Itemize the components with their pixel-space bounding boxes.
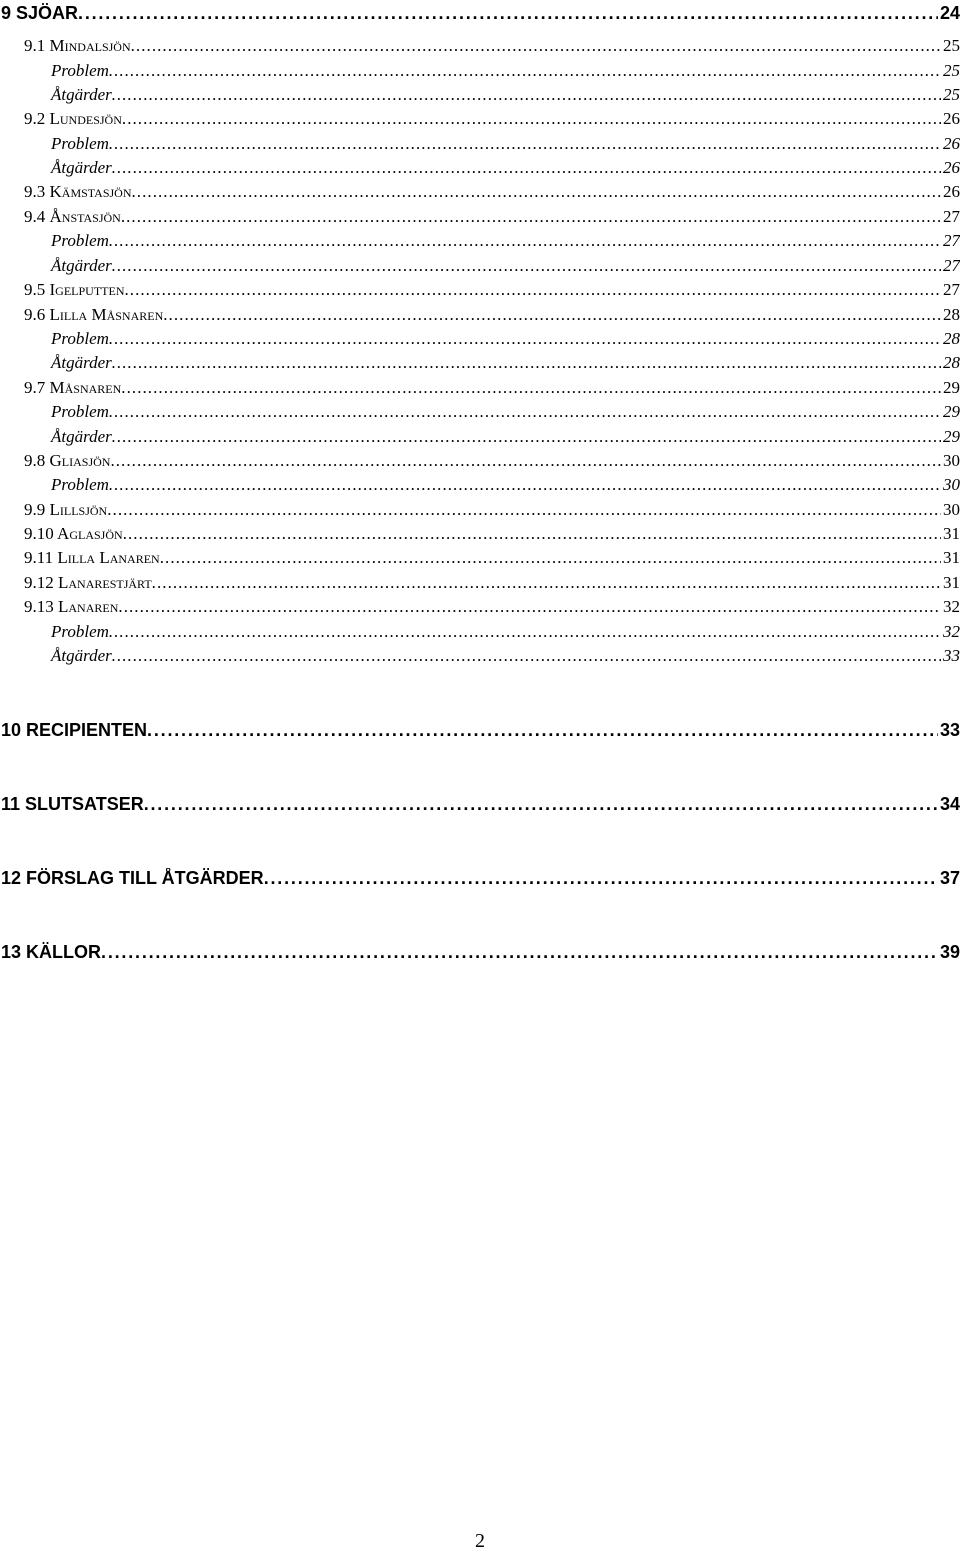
toc-page: 26 xyxy=(943,109,960,128)
toc-leader xyxy=(124,280,941,300)
toc-leader xyxy=(109,329,941,349)
toc-entry[interactable] xyxy=(0,500,960,524)
toc-entry[interactable] xyxy=(0,548,960,572)
toc-entry[interactable] xyxy=(0,475,960,499)
toc-entry-label: 9.12 Lanarestjärt xyxy=(24,573,152,592)
toc-entry-label: Problem xyxy=(51,134,109,153)
toc-entry[interactable] xyxy=(0,868,960,892)
toc-entry[interactable] xyxy=(0,378,960,402)
toc-entry-label: 9.5 Igelputten xyxy=(24,280,125,299)
toc-leader xyxy=(131,36,941,56)
toc-page: 29 xyxy=(943,378,960,397)
toc-leader xyxy=(144,794,938,815)
toc-entry[interactable] xyxy=(0,61,960,85)
toc-page: 25 xyxy=(943,61,960,80)
toc-leader xyxy=(132,182,942,202)
toc-entry-label: Problem xyxy=(51,329,109,348)
toc-entry-label: 9.13 Lanaren xyxy=(24,597,119,616)
toc-leader xyxy=(78,3,938,24)
page-number: 2 xyxy=(475,1530,485,1552)
toc-leader xyxy=(109,61,941,81)
toc-leader xyxy=(112,353,941,373)
toc-entry-label: Åtgärder xyxy=(51,427,112,446)
toc-entry-label: Åtgärder xyxy=(51,256,112,275)
toc-leader xyxy=(264,868,938,889)
toc-leader xyxy=(152,573,941,593)
toc-leader xyxy=(109,134,941,154)
toc-page: 32 xyxy=(943,597,960,616)
toc-entry[interactable] xyxy=(0,256,960,280)
toc-page: 31 xyxy=(943,548,960,567)
toc-entry[interactable] xyxy=(0,36,960,60)
toc-entry[interactable] xyxy=(0,942,960,966)
toc-page: 32 xyxy=(943,622,960,641)
toc-leader xyxy=(112,427,941,447)
toc-page: 29 xyxy=(943,402,960,421)
toc-leader xyxy=(112,158,941,178)
toc-entry-label: Problem xyxy=(51,622,109,641)
toc-entry[interactable] xyxy=(0,622,960,646)
toc-entry-label: 9 SJÖAR xyxy=(1,3,79,23)
toc-entry[interactable] xyxy=(0,109,960,133)
toc-page: 30 xyxy=(943,451,960,470)
toc-entry[interactable] xyxy=(0,305,960,329)
toc-entry-label: Problem xyxy=(51,475,109,494)
toc-entry[interactable] xyxy=(0,3,960,27)
toc-entry-label: 9.1 Mindalsjön xyxy=(24,36,131,55)
toc-entry[interactable] xyxy=(0,573,960,597)
toc-entry[interactable] xyxy=(0,182,960,206)
toc-page: 25 xyxy=(943,36,960,55)
toc-page: 30 xyxy=(943,475,960,494)
toc-page: 28 xyxy=(943,329,960,348)
toc-entry[interactable] xyxy=(0,85,960,109)
toc-page: 33 xyxy=(943,646,960,665)
toc-leader xyxy=(121,378,941,398)
toc-page: 26 xyxy=(943,158,960,177)
toc-page: 37 xyxy=(939,868,960,888)
toc-leader xyxy=(147,720,938,741)
toc-entry[interactable] xyxy=(0,280,960,304)
toc-page: 34 xyxy=(939,794,960,814)
toc-entry-label: Problem xyxy=(51,61,109,80)
toc-leader xyxy=(110,451,941,471)
toc-page: 27 xyxy=(943,256,960,275)
toc-entry[interactable] xyxy=(0,134,960,158)
toc-page: 25 xyxy=(943,85,960,104)
toc-entry[interactable] xyxy=(0,158,960,182)
toc-page: 27 xyxy=(943,207,960,226)
toc-entry[interactable] xyxy=(0,231,960,255)
toc-page: 39 xyxy=(939,942,960,962)
toc-leader xyxy=(121,207,941,227)
toc-entry-label: Åtgärder xyxy=(51,158,112,177)
toc-entry[interactable] xyxy=(0,720,960,744)
toc-entry[interactable] xyxy=(0,427,960,451)
toc-page: 33 xyxy=(939,720,960,740)
toc-page: 27 xyxy=(943,231,960,250)
toc-entry[interactable] xyxy=(0,353,960,377)
toc-entry-label: 9.4 Ånstasjön xyxy=(24,207,121,226)
toc-leader xyxy=(122,109,941,129)
toc-page: 30 xyxy=(943,500,960,519)
toc-leader xyxy=(112,85,941,105)
toc-page: 26 xyxy=(943,182,960,201)
toc-entry[interactable] xyxy=(0,524,960,548)
toc-page: 24 xyxy=(939,3,960,23)
toc-entry-label: 13 KÄLLOR xyxy=(1,942,102,962)
toc-page: 29 xyxy=(943,427,960,446)
toc-entry[interactable] xyxy=(0,329,960,353)
toc-leader xyxy=(123,524,941,544)
toc-entry[interactable] xyxy=(0,646,960,670)
toc-page: 26 xyxy=(943,134,960,153)
toc-entry-label: 10 RECIPIENTEN xyxy=(1,720,148,740)
toc-entry-label: 9.11 Lilla Lanaren xyxy=(24,548,160,567)
toc-entry-label: 9.3 Kämstasjön xyxy=(24,182,132,201)
toc-entry[interactable] xyxy=(0,207,960,231)
toc-entry[interactable] xyxy=(0,402,960,426)
toc-entry[interactable] xyxy=(0,794,960,818)
toc-leader xyxy=(163,305,941,325)
toc-leader xyxy=(112,256,941,276)
toc-entry-label: 9.6 Lilla Måsnaren xyxy=(24,305,164,324)
toc-leader xyxy=(118,597,941,617)
toc-page: 27 xyxy=(943,280,960,299)
toc-leader xyxy=(112,646,941,666)
toc-page: 31 xyxy=(943,524,960,543)
toc-entry-label: 12 FÖRSLAG TILL ÅTGÄRDER xyxy=(1,868,264,888)
toc-entry-label: Problem xyxy=(51,402,109,421)
toc-entry-label: 9.10 Aglasjön xyxy=(24,524,123,543)
toc-entry[interactable] xyxy=(0,451,960,475)
toc-leader xyxy=(107,500,941,520)
toc-leader xyxy=(109,231,941,251)
toc-page: 31 xyxy=(943,573,960,592)
toc-entry-label: 11 SLUTSATSER xyxy=(1,794,144,814)
toc-leader xyxy=(109,475,941,495)
toc-page: 28 xyxy=(943,353,960,372)
toc-entry-label: Problem xyxy=(51,231,109,250)
toc-entry-label: 9.9 Lillsjön xyxy=(24,500,108,519)
toc-entry-label: 9.7 Måsnaren xyxy=(24,378,122,397)
toc-entry[interactable] xyxy=(0,597,960,621)
toc-entry-label: Åtgärder xyxy=(51,85,112,104)
toc-entry-label: Åtgärder xyxy=(51,353,112,372)
toc-entry-label: 9.8 Gliasjön xyxy=(24,451,111,470)
toc-leader xyxy=(160,548,941,568)
toc-leader xyxy=(109,402,941,422)
toc-entry-label: Åtgärder xyxy=(51,646,112,665)
toc-leader xyxy=(101,942,938,963)
toc-leader xyxy=(109,622,941,642)
toc-entry-label: 9.2 Lundesjön xyxy=(24,109,122,128)
toc-page: 28 xyxy=(943,305,960,324)
